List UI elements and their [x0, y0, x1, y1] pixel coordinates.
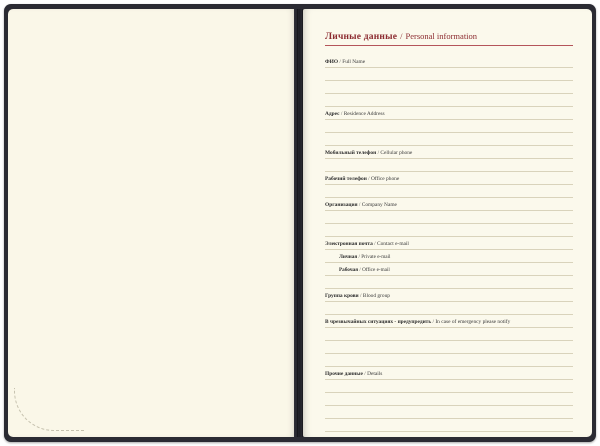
page-corner-curl [14, 388, 85, 431]
form-field-label-separator: / [357, 201, 362, 208]
form-field-label [325, 150, 412, 159]
form-field-label-row [325, 237, 573, 250]
form-field-label-row [325, 146, 573, 159]
form-field-label-en: Office phone [371, 175, 400, 182]
page-title-separator: / [400, 31, 403, 41]
form-field-write-line[interactable] [325, 432, 573, 437]
form-field-label [325, 371, 382, 380]
form-field-label-separator: / [357, 253, 362, 260]
form-field-write-line[interactable] [325, 120, 573, 133]
form-field-write-line[interactable] [325, 354, 573, 367]
form-field-label-row [325, 250, 573, 263]
form-field-write-line[interactable] [325, 419, 573, 432]
form-field-write-line[interactable] [325, 133, 573, 146]
form-field-label-separator: / [358, 292, 363, 299]
page-title-en: Personal information [405, 31, 478, 41]
form-field-label [325, 267, 390, 276]
form-field-label-ru: ФИО [325, 58, 339, 65]
form-field-label-en: In case of emergency please notify [435, 318, 511, 325]
form-field-write-line[interactable] [325, 328, 573, 341]
form-field-write-line[interactable] [325, 380, 573, 393]
form-field-label-ru: Прочие данные [325, 370, 363, 377]
form-field-write-line[interactable] [325, 159, 573, 172]
form-field-label-ru: Адрес [325, 110, 340, 117]
form-field-label [325, 176, 399, 185]
form-field [325, 250, 573, 263]
form-field-label-row [325, 315, 573, 328]
form-field-label-ru: Электронная почта [325, 240, 373, 247]
form-field [325, 172, 573, 198]
form-field-label-en: Residence Address [343, 110, 385, 117]
form-field-label-en: Details [367, 370, 383, 377]
form-field-label-separator: / [366, 175, 372, 182]
personal-information-form [325, 31, 573, 423]
form-field [325, 107, 573, 146]
form-field-label-en: Private e-mail [361, 253, 391, 260]
form-field-write-line[interactable] [325, 185, 573, 198]
left-page [8, 9, 296, 437]
form-field-write-line[interactable] [325, 224, 573, 237]
form-field-label-ru: Организация [325, 201, 358, 208]
form-field-label-separator: / [339, 110, 344, 117]
form-field-label-ru: Рабочий телефон [325, 175, 367, 182]
spine-crease-left [297, 9, 298, 437]
form-field-label-en: Cellular phone [380, 149, 413, 156]
form-field-label-en: Company Name [361, 201, 397, 208]
form-field [325, 198, 573, 237]
form-field [325, 367, 573, 437]
form-field-label [325, 254, 390, 263]
right-page [303, 9, 592, 437]
page-title [325, 31, 573, 42]
form-field-write-line[interactable] [325, 406, 573, 419]
form-field-write-line[interactable] [325, 68, 573, 81]
form-field-label-separator: / [431, 318, 436, 325]
form-field-label [325, 241, 409, 250]
form-field-write-line[interactable] [325, 276, 573, 289]
form-field-label-row [325, 55, 573, 68]
form-field-label-row [325, 198, 573, 211]
form-field-label-en: Full Name [342, 58, 366, 65]
form-field-write-line[interactable] [325, 302, 573, 315]
form-field-label-ru: Мобильный телефон [325, 149, 377, 156]
form-field-label-en: Contact e-mail [377, 240, 409, 247]
form-field-label-row [325, 172, 573, 185]
form-field [325, 55, 573, 107]
form-field-label-separator: / [358, 266, 363, 273]
form-field-label-ru: Личная [339, 253, 358, 260]
form-field-label-separator: / [372, 240, 378, 247]
form-field-write-line[interactable] [325, 393, 573, 406]
form-field-label-en: Blood group [362, 292, 390, 299]
form-field [325, 146, 573, 172]
form-field-label [325, 293, 390, 302]
form-field-write-line[interactable] [325, 341, 573, 354]
form-field-label [325, 202, 397, 211]
form-field [325, 289, 573, 315]
form-field-label-separator: / [338, 58, 343, 65]
form-field-label-row [325, 263, 573, 276]
form-field [325, 263, 573, 289]
form-field-label [325, 59, 365, 68]
form-field-label-ru: Рабочая [339, 266, 359, 273]
form-field-write-line[interactable] [325, 81, 573, 94]
form-field-label-ru: Группа крови [325, 292, 359, 299]
form-field-label-separator: / [362, 370, 368, 377]
form-field-write-line[interactable] [325, 211, 573, 224]
form-field [325, 315, 573, 367]
field-list [325, 55, 573, 437]
form-field-label-en: Office e-mail [362, 266, 390, 273]
form-field-label-ru: В чрезвычайных ситуациях - предупредить [325, 318, 432, 325]
form-field-label-separator: / [376, 149, 381, 156]
page-title-ru: Личные данные [325, 32, 398, 42]
title-underline [325, 45, 573, 46]
form-field-label-row [325, 107, 573, 120]
form-field [325, 237, 573, 250]
form-field-label-row [325, 289, 573, 302]
form-field-label [325, 111, 385, 120]
form-field-write-line[interactable] [325, 94, 573, 107]
form-field-label [325, 319, 510, 328]
form-field-label-row [325, 367, 573, 380]
